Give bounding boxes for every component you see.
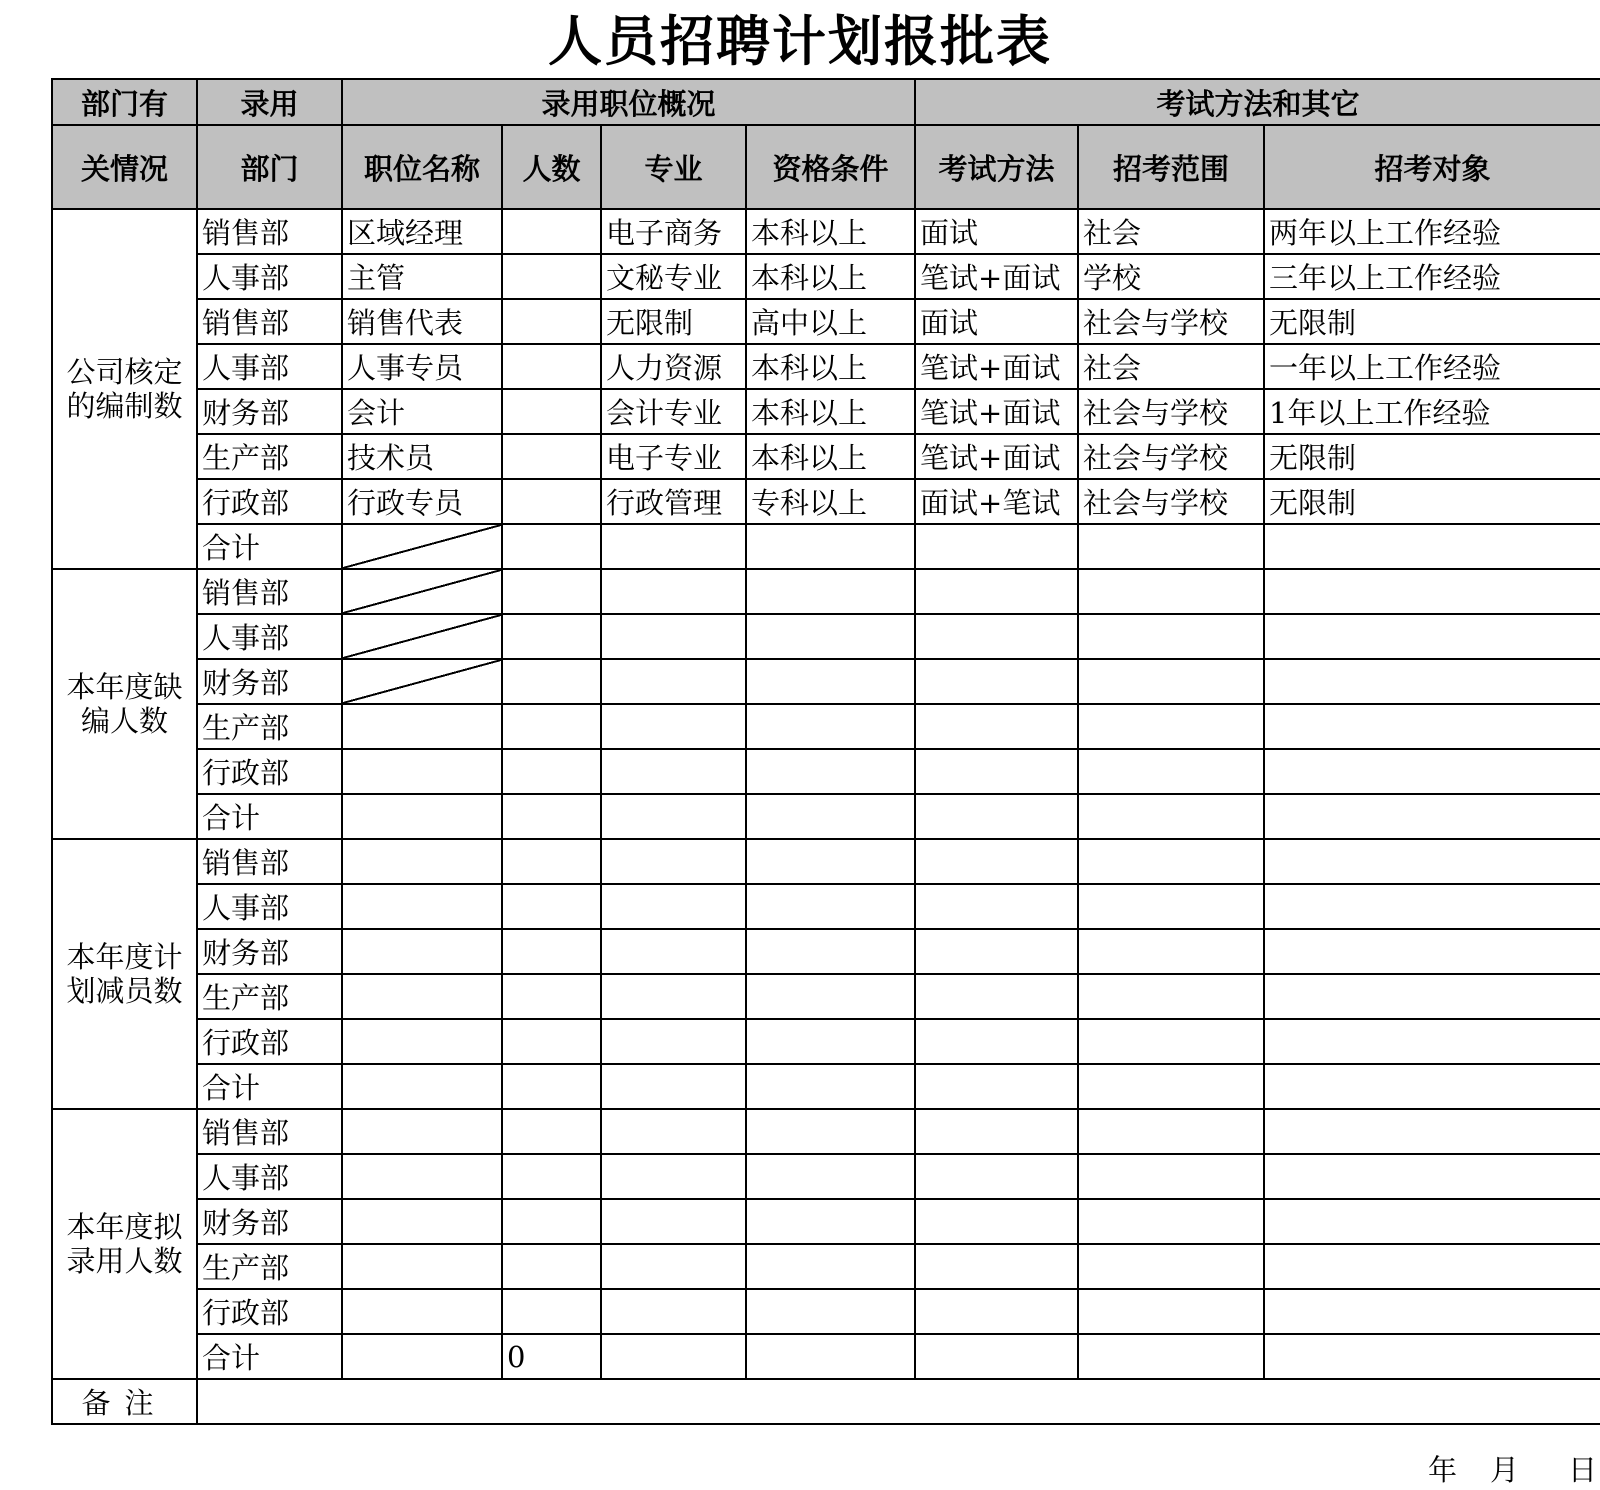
position-cell[interactable]: 行政专员	[342, 479, 502, 524]
position-cell[interactable]	[342, 749, 502, 794]
method-cell[interactable]	[915, 1334, 1078, 1379]
scope-cell[interactable]	[1078, 1064, 1264, 1109]
table-row	[52, 1064, 1600, 1109]
scope-cell[interactable]: 社会	[1078, 209, 1264, 254]
target-cell[interactable]: 一年以上工作经验	[1264, 344, 1600, 389]
count-cell[interactable]	[502, 569, 601, 614]
target-cell[interactable]	[1264, 839, 1600, 884]
scope-cell[interactable]: 社会与学校	[1078, 299, 1264, 344]
method-cell[interactable]	[915, 1244, 1078, 1289]
scope-cell[interactable]	[1078, 1154, 1264, 1199]
qualification-cell[interactable]	[746, 1334, 915, 1379]
count-cell[interactable]	[502, 1019, 601, 1064]
method-cell[interactable]: 面试	[915, 299, 1078, 344]
position-cell[interactable]: 区域经理	[342, 209, 502, 254]
section-label: 本年度拟录用人数	[52, 1109, 197, 1379]
method-cell[interactable]	[915, 524, 1078, 569]
dept-cell: 生产部	[197, 704, 342, 749]
dept-cell: 生产部	[197, 434, 342, 479]
count-cell[interactable]	[502, 254, 601, 299]
scope-cell[interactable]: 社会	[1078, 344, 1264, 389]
major-cell[interactable]: 电子专业	[601, 434, 746, 479]
method-cell[interactable]: 笔试+面试	[915, 344, 1078, 389]
target-cell[interactable]: 两年以上工作经验	[1264, 209, 1600, 254]
target-cell[interactable]: 无限制	[1264, 479, 1600, 524]
count-cell[interactable]	[502, 1064, 601, 1109]
table-row	[52, 659, 1600, 704]
count-cell[interactable]	[502, 434, 601, 479]
table-row	[52, 569, 1600, 614]
method-cell[interactable]	[915, 1199, 1078, 1244]
target-cell[interactable]	[1264, 1019, 1600, 1064]
dept-cell: 人事部	[197, 614, 342, 659]
page-title: 人员招聘计划报批表	[548, 10, 1052, 73]
date-year: 年	[1428, 1453, 1458, 1487]
major-cell[interactable]	[601, 1289, 746, 1334]
dept-cell: 生产部	[197, 974, 342, 1019]
major-cell[interactable]: 会计专业	[601, 389, 746, 434]
count-cell[interactable]	[502, 524, 601, 569]
target-cell[interactable]: 1年以上工作经验	[1264, 389, 1600, 434]
major-cell[interactable]	[601, 1064, 746, 1109]
scope-cell[interactable]	[1078, 1334, 1264, 1379]
dept-cell: 财务部	[197, 929, 342, 974]
major-cell[interactable]	[601, 974, 746, 1019]
method-cell[interactable]	[915, 839, 1078, 884]
target-cell[interactable]: 无限制	[1264, 299, 1600, 344]
qualification-cell[interactable]	[746, 1199, 915, 1244]
count-cell[interactable]	[502, 614, 601, 659]
method-cell[interactable]: 笔试+面试	[915, 254, 1078, 299]
dept-cell: 合计	[197, 1064, 342, 1109]
scope-cell[interactable]	[1078, 1244, 1264, 1289]
major-cell[interactable]	[601, 569, 746, 614]
target-cell[interactable]	[1264, 614, 1600, 659]
qualification-cell[interactable]	[746, 614, 915, 659]
dept-cell: 财务部	[197, 1199, 342, 1244]
major-cell[interactable]: 人力资源	[601, 344, 746, 389]
dept-cell: 合计	[197, 524, 342, 569]
table-row	[52, 839, 1600, 884]
scope-cell[interactable]: 社会与学校	[1078, 434, 1264, 479]
count-cell[interactable]	[502, 704, 601, 749]
position-cell[interactable]: 销售代表	[342, 299, 502, 344]
position-cell[interactable]	[342, 524, 502, 569]
position-cell[interactable]	[342, 1334, 502, 1379]
count-cell[interactable]	[502, 479, 601, 524]
table-row	[52, 1154, 1600, 1199]
header-exam-method: 考试方法	[915, 125, 1078, 209]
major-cell[interactable]	[601, 794, 746, 839]
method-cell[interactable]	[915, 1154, 1078, 1199]
method-cell[interactable]	[915, 659, 1078, 704]
position-cell[interactable]	[342, 839, 502, 884]
method-cell[interactable]	[915, 1064, 1078, 1109]
target-cell[interactable]	[1264, 974, 1600, 1019]
qualification-cell[interactable]: 本科以上	[746, 344, 915, 389]
dept-cell: 人事部	[197, 254, 342, 299]
target-cell[interactable]	[1264, 1109, 1600, 1154]
target-cell[interactable]	[1264, 659, 1600, 704]
table-row	[52, 794, 1600, 839]
scope-cell[interactable]	[1078, 659, 1264, 704]
position-cell[interactable]	[342, 659, 502, 704]
major-cell[interactable]	[601, 749, 746, 794]
position-cell[interactable]	[342, 1289, 502, 1334]
position-cell[interactable]	[342, 1109, 502, 1154]
remark-field[interactable]	[197, 1379, 1600, 1424]
qualification-cell[interactable]: 本科以上	[746, 209, 915, 254]
target-cell[interactable]	[1264, 1064, 1600, 1109]
remark-label: 备注	[52, 1379, 197, 1424]
target-cell[interactable]	[1264, 884, 1600, 929]
count-cell[interactable]	[502, 884, 601, 929]
method-cell[interactable]	[915, 614, 1078, 659]
target-cell[interactable]: 无限制	[1264, 434, 1600, 479]
section-label: 本年度缺编人数	[52, 569, 197, 839]
date-line	[1428, 1450, 1600, 1490]
date-day: 日	[1568, 1453, 1598, 1487]
scope-cell[interactable]	[1078, 794, 1264, 839]
major-cell[interactable]	[601, 1154, 746, 1199]
qualification-cell[interactable]: 本科以上	[746, 254, 915, 299]
major-cell[interactable]: 文秘专业	[601, 254, 746, 299]
major-cell[interactable]	[601, 1244, 746, 1289]
major-cell[interactable]	[601, 1109, 746, 1154]
table-row	[52, 884, 1600, 929]
dept-cell: 行政部	[197, 1289, 342, 1334]
count-cell[interactable]	[502, 1109, 601, 1154]
scope-cell[interactable]	[1078, 704, 1264, 749]
header-position-name: 职位名称	[342, 125, 502, 209]
dept-cell: 财务部	[197, 659, 342, 704]
qualification-cell[interactable]	[746, 1154, 915, 1199]
target-cell[interactable]	[1264, 524, 1600, 569]
qualification-cell[interactable]	[746, 749, 915, 794]
table-row	[52, 254, 1600, 299]
qualification-cell[interactable]	[746, 1244, 915, 1289]
major-cell[interactable]	[601, 614, 746, 659]
dept-cell: 销售部	[197, 839, 342, 884]
table-row	[52, 1019, 1600, 1064]
table-row	[52, 1289, 1600, 1334]
target-cell[interactable]	[1264, 929, 1600, 974]
method-cell[interactable]: 面试+笔试	[915, 479, 1078, 524]
position-cell[interactable]: 会计	[342, 389, 502, 434]
position-cell[interactable]: 主管	[342, 254, 502, 299]
dept-cell: 合计	[197, 794, 342, 839]
qualification-cell[interactable]	[746, 794, 915, 839]
position-cell[interactable]: 技术员	[342, 434, 502, 479]
count-cell[interactable]	[502, 794, 601, 839]
position-cell[interactable]	[342, 1064, 502, 1109]
count-cell[interactable]	[502, 1199, 601, 1244]
table-row	[52, 974, 1600, 1019]
qualification-cell[interactable]	[746, 1289, 915, 1334]
scope-cell[interactable]	[1078, 974, 1264, 1019]
scope-cell[interactable]	[1078, 569, 1264, 614]
count-cell[interactable]	[502, 659, 601, 704]
count-cell[interactable]: 0	[502, 1334, 601, 1379]
position-cell[interactable]	[342, 614, 502, 659]
position-cell[interactable]	[342, 1244, 502, 1289]
major-cell[interactable]	[601, 1199, 746, 1244]
scope-cell[interactable]	[1078, 1199, 1264, 1244]
major-cell[interactable]: 行政管理	[601, 479, 746, 524]
count-cell[interactable]	[502, 1154, 601, 1199]
scope-cell[interactable]: 社会与学校	[1078, 479, 1264, 524]
position-cell[interactable]	[342, 1019, 502, 1064]
target-cell[interactable]	[1264, 749, 1600, 794]
method-cell[interactable]	[915, 1109, 1078, 1154]
target-cell[interactable]	[1264, 1244, 1600, 1289]
dept-cell: 行政部	[197, 1019, 342, 1064]
header-dept-info-2: 关情况	[52, 125, 197, 209]
table-row	[52, 929, 1600, 974]
header-scope: 招考范围	[1078, 125, 1264, 209]
method-cell[interactable]	[915, 569, 1078, 614]
method-cell[interactable]	[915, 884, 1078, 929]
position-cell[interactable]	[342, 1199, 502, 1244]
qualification-cell[interactable]: 本科以上	[746, 434, 915, 479]
dept-cell: 销售部	[197, 209, 342, 254]
header-position-group: 录用职位概况	[342, 79, 915, 125]
position-cell[interactable]	[342, 569, 502, 614]
count-cell[interactable]	[502, 299, 601, 344]
target-cell[interactable]	[1264, 704, 1600, 749]
table-row	[52, 299, 1600, 344]
qualification-cell[interactable]	[746, 929, 915, 974]
qualification-cell[interactable]	[746, 1109, 915, 1154]
qualification-cell[interactable]: 高中以上	[746, 299, 915, 344]
header-headcount: 人数	[502, 125, 601, 209]
header-exam-group: 考试方法和其它	[915, 79, 1600, 125]
method-cell[interactable]: 笔试+面试	[915, 389, 1078, 434]
position-cell[interactable]	[342, 929, 502, 974]
dept-cell: 财务部	[197, 389, 342, 434]
major-cell[interactable]	[601, 884, 746, 929]
dept-cell: 销售部	[197, 569, 342, 614]
scope-cell[interactable]	[1078, 839, 1264, 884]
qualification-cell[interactable]	[746, 569, 915, 614]
target-cell[interactable]: 三年以上工作经验	[1264, 254, 1600, 299]
target-cell[interactable]	[1264, 569, 1600, 614]
method-cell[interactable]	[915, 704, 1078, 749]
date-month: 月	[1490, 1453, 1520, 1487]
count-cell[interactable]	[502, 344, 601, 389]
method-cell[interactable]: 面试	[915, 209, 1078, 254]
position-cell[interactable]: 人事专员	[342, 344, 502, 389]
qualification-cell[interactable]	[746, 974, 915, 1019]
major-cell[interactable]	[601, 839, 746, 884]
table-row	[52, 434, 1600, 479]
major-cell[interactable]: 电子商务	[601, 209, 746, 254]
dept-cell: 行政部	[197, 479, 342, 524]
qualification-cell[interactable]	[746, 1019, 915, 1064]
scope-cell[interactable]: 社会与学校	[1078, 389, 1264, 434]
count-cell[interactable]	[502, 209, 601, 254]
count-cell[interactable]	[502, 1244, 601, 1289]
qualification-cell[interactable]	[746, 659, 915, 704]
count-cell[interactable]	[502, 929, 601, 974]
scope-cell[interactable]	[1078, 749, 1264, 794]
scope-cell[interactable]	[1078, 524, 1264, 569]
major-cell[interactable]: 无限制	[601, 299, 746, 344]
method-cell[interactable]	[915, 1019, 1078, 1064]
qualification-cell[interactable]	[746, 1064, 915, 1109]
dept-cell: 生产部	[197, 1244, 342, 1289]
method-cell[interactable]	[915, 794, 1078, 839]
scope-cell[interactable]: 学校	[1078, 254, 1264, 299]
table-body	[52, 209, 1600, 1379]
header-major: 专业	[601, 125, 746, 209]
major-cell[interactable]	[601, 1334, 746, 1379]
dept-cell: 人事部	[197, 344, 342, 389]
qualification-cell[interactable]	[746, 884, 915, 929]
major-cell[interactable]	[601, 524, 746, 569]
qualification-cell[interactable]: 专科以上	[746, 479, 915, 524]
target-cell[interactable]	[1264, 1154, 1600, 1199]
target-cell[interactable]	[1264, 1334, 1600, 1379]
major-cell[interactable]	[601, 704, 746, 749]
dept-cell: 合计	[197, 1334, 342, 1379]
table-row	[52, 749, 1600, 794]
dept-cell: 销售部	[197, 299, 342, 344]
table-row	[52, 704, 1600, 749]
dept-cell: 行政部	[197, 749, 342, 794]
method-cell[interactable]	[915, 1289, 1078, 1334]
target-cell[interactable]	[1264, 1289, 1600, 1334]
count-cell[interactable]	[502, 749, 601, 794]
table-row	[52, 614, 1600, 659]
position-cell[interactable]	[342, 704, 502, 749]
qualification-cell[interactable]	[746, 839, 915, 884]
table-row	[52, 1334, 1600, 1379]
method-cell[interactable]	[915, 929, 1078, 974]
target-cell[interactable]	[1264, 794, 1600, 839]
count-cell[interactable]	[502, 974, 601, 1019]
major-cell[interactable]	[601, 929, 746, 974]
position-cell[interactable]	[342, 884, 502, 929]
qualification-cell[interactable]	[746, 704, 915, 749]
method-cell[interactable]	[915, 749, 1078, 794]
method-cell[interactable]	[915, 974, 1078, 1019]
position-cell[interactable]	[342, 974, 502, 1019]
table-row	[52, 344, 1600, 389]
qualification-cell[interactable]: 本科以上	[746, 389, 915, 434]
major-cell[interactable]	[601, 1019, 746, 1064]
scope-cell[interactable]	[1078, 614, 1264, 659]
table-row	[52, 209, 1600, 254]
section-label: 公司核定的编制数	[52, 209, 197, 569]
position-cell[interactable]	[342, 794, 502, 839]
scope-cell[interactable]	[1078, 1289, 1264, 1334]
table-row	[52, 524, 1600, 569]
header-qualification: 资格条件	[746, 125, 915, 209]
method-cell[interactable]: 笔试+面试	[915, 434, 1078, 479]
section-label: 本年度计划减员数	[52, 839, 197, 1109]
header-target: 招考对象	[1264, 125, 1600, 209]
dept-cell: 销售部	[197, 1109, 342, 1154]
table-row	[52, 389, 1600, 434]
scope-cell[interactable]	[1078, 1109, 1264, 1154]
table-row	[52, 1109, 1600, 1154]
scope-cell[interactable]	[1078, 884, 1264, 929]
table-row	[52, 479, 1600, 524]
header-hire: 录用	[197, 79, 342, 125]
position-cell[interactable]	[342, 1154, 502, 1199]
dept-cell: 人事部	[197, 1154, 342, 1199]
header-dept-info: 部门有	[52, 79, 197, 125]
scope-cell[interactable]	[1078, 1019, 1264, 1064]
count-cell[interactable]	[502, 1289, 601, 1334]
qualification-cell[interactable]	[746, 524, 915, 569]
scope-cell[interactable]	[1078, 929, 1264, 974]
count-cell[interactable]	[502, 389, 601, 434]
target-cell[interactable]	[1264, 1199, 1600, 1244]
header-hire-dept: 部门	[197, 125, 342, 209]
count-cell[interactable]	[502, 839, 601, 884]
recruitment-plan-table	[51, 78, 1600, 1425]
major-cell[interactable]	[601, 659, 746, 704]
dept-cell: 人事部	[197, 884, 342, 929]
table-row	[52, 1199, 1600, 1244]
table-row	[52, 1244, 1600, 1289]
